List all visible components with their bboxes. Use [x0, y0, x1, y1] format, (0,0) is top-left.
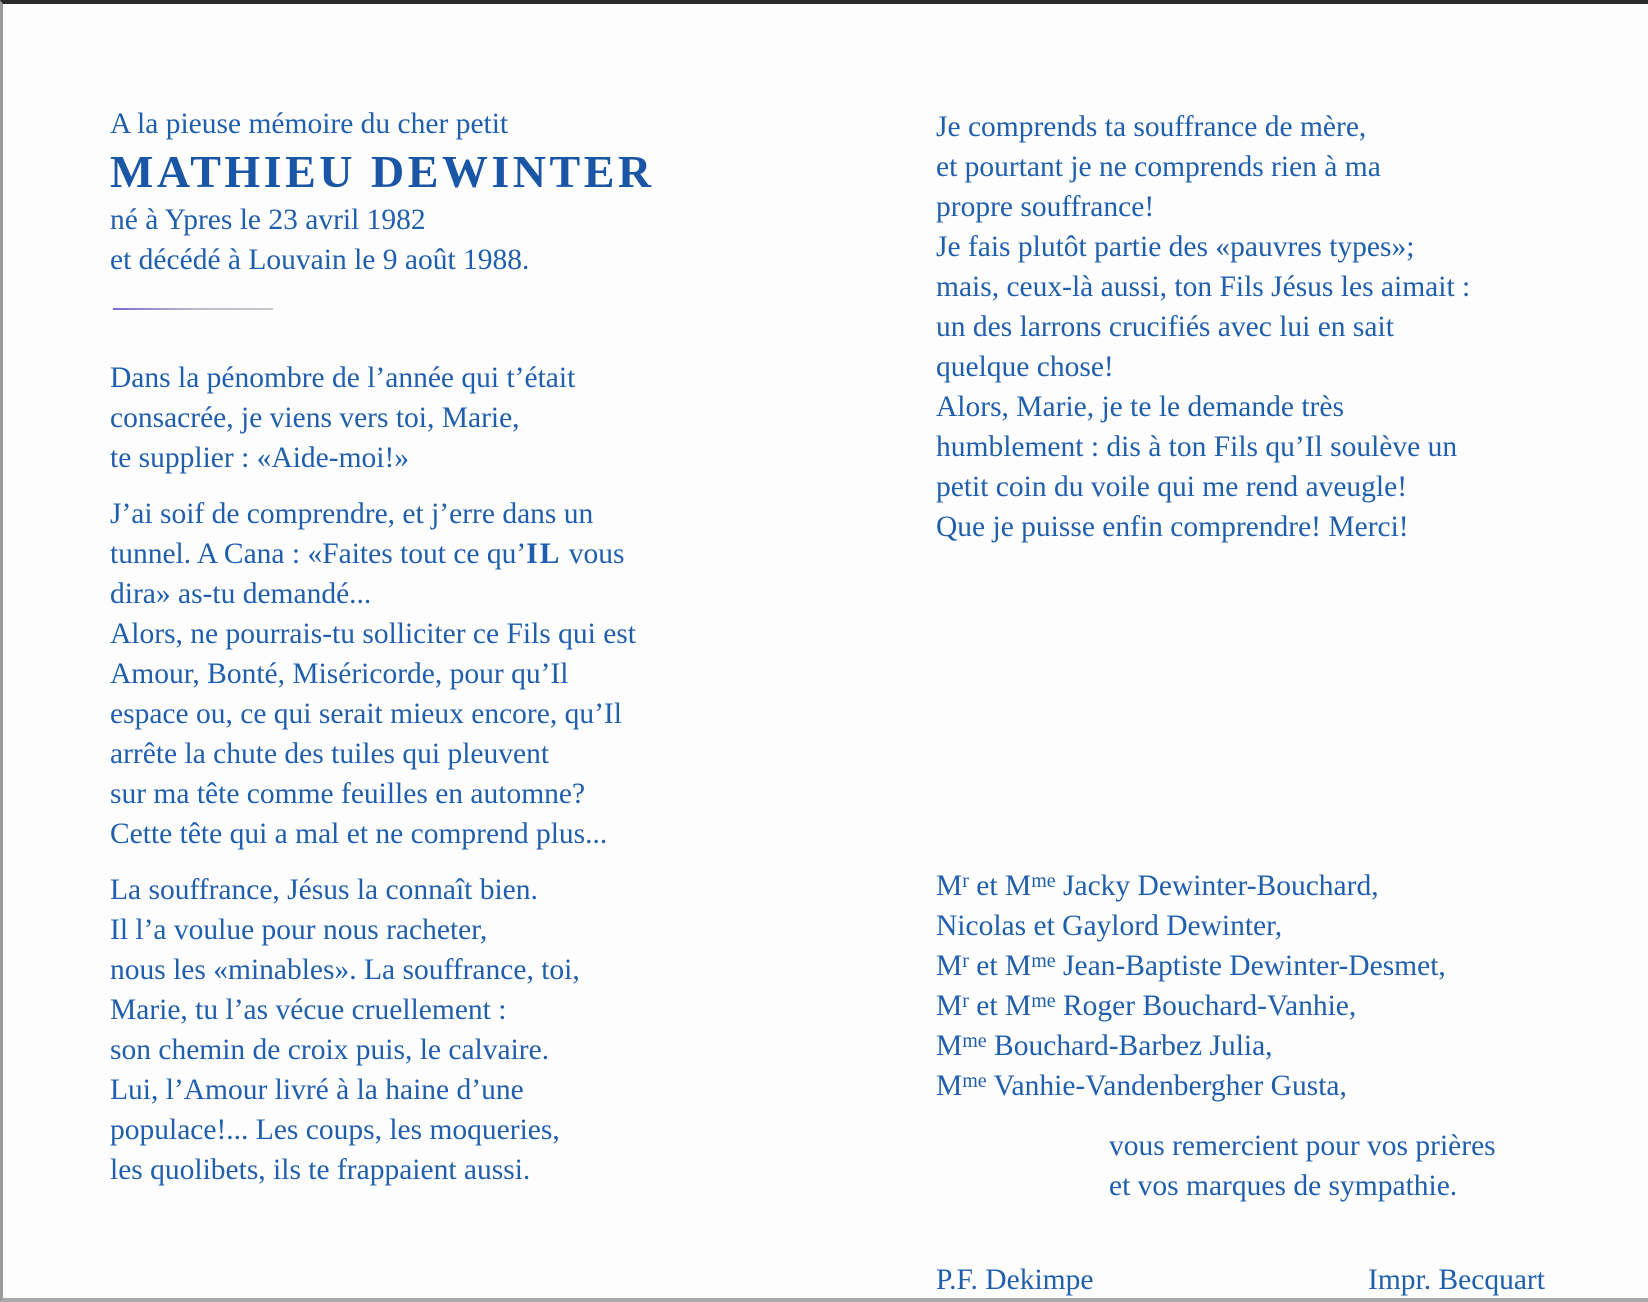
prayer-line: Il l’a voulue pour nous racheter, — [110, 914, 488, 946]
prayer-line: Marie, tu l’as vécue cruellement : — [110, 994, 507, 1026]
prayer-paragraph-2 — [110, 494, 810, 854]
title-et: et — [968, 990, 1005, 1022]
family-line — [936, 946, 1446, 986]
prayer-line: propre souffrance! — [936, 191, 1155, 223]
cana-before: tunnel. A Cana : «Faites tout ce qu’ — [110, 538, 527, 570]
prayer-line: les quolibets, ils te frappaient aussi. — [110, 1154, 531, 1186]
title-mme-sup: me — [1031, 990, 1056, 1012]
title-mme-sup: me — [962, 1030, 987, 1052]
title-mme-sup: me — [1031, 950, 1056, 972]
prayer-line: Dans la pénombre de l’année qui t’était — [110, 362, 576, 394]
family-line — [936, 1026, 1446, 1066]
family-line — [936, 1066, 1446, 1106]
family-name: Vanhie-Vandenbergher Gusta, — [993, 1070, 1347, 1102]
title-mr: M — [936, 990, 963, 1022]
prayer-line: sur ma tête comme feuilles en automne? — [110, 778, 586, 810]
family-line — [936, 986, 1446, 1026]
title-mr-sup: r — [962, 990, 969, 1012]
prayer-line: J’ai soif de comprendre, et j’erre dans un — [110, 498, 594, 530]
title-mme: M — [936, 1030, 963, 1062]
prayer-line: quelque chose! — [936, 351, 1114, 383]
thanks-line: vous remercient pour vos prières — [1109, 1130, 1496, 1162]
title-mr: M — [936, 870, 963, 902]
prayer-line: La souffrance, Jésus la connaît bien. — [110, 874, 538, 906]
prayer-line: Cette tête qui a mal et ne comprend plus... — [110, 818, 608, 850]
family-name: Bouchard-Barbez Julia, — [994, 1030, 1273, 1062]
prayer-line: un des larrons crucifiés avec lui en sait — [936, 311, 1394, 343]
prayer-line: arrête la chute des tuiles qui pleuvent — [110, 738, 550, 770]
death-line: et décédé à Louvain le 9 août 1988. — [110, 244, 530, 276]
family-name: Nicolas et Gaylord Dewinter, — [936, 910, 1283, 942]
title-mr: M — [936, 950, 963, 982]
divider-rule — [113, 308, 273, 310]
thanks-line: et vos marques de sympathie. — [1109, 1170, 1458, 1202]
title-et: et — [968, 870, 1005, 902]
title-et: et — [968, 950, 1005, 982]
printer-credit: Impr. Becquart — [1368, 1264, 1545, 1296]
left-column — [110, 104, 810, 1190]
title-mme: M — [936, 1070, 963, 1102]
family-name: Roger Bouchard-Vanhie, — [1063, 990, 1357, 1022]
funeral-director: P.F. Dekimpe — [936, 1264, 1094, 1296]
title-mr-sup: r — [962, 870, 969, 892]
title-mme-sup: me — [962, 1070, 987, 1092]
family-line — [936, 866, 1446, 906]
right-column — [936, 107, 1636, 547]
prayer-line-cana — [110, 534, 810, 574]
prayer-line: et pourtant je ne comprends rien à ma — [936, 151, 1381, 183]
prayer-line: espace ou, ce qui serait mieux encore, qu’Il — [110, 698, 622, 730]
family-name: Jacky Dewinter-Bouchard, — [1063, 870, 1379, 902]
title-mme: M — [1004, 870, 1032, 902]
cana-emphasis: IL — [526, 538, 562, 570]
intro-line: A la pieuse mémoire du cher petit — [110, 108, 509, 140]
prayer-line: Je comprends ta souffrance de mère, — [936, 111, 1367, 143]
family-line — [936, 906, 1446, 946]
prayer-paragraph-1 — [110, 358, 810, 478]
deceased-name: MATHIEU DEWINTER — [110, 146, 655, 197]
prayer-line: Lui, l’Amour livré à la haine d’une — [110, 1074, 524, 1106]
title-mme-sup: me — [1031, 870, 1056, 892]
prayer-line: Que je puisse enfin comprendre! Merci! — [936, 511, 1409, 543]
title-mme: M — [1004, 990, 1032, 1022]
prayer-line: humblement : dis à ton Fils qu’Il soulève un — [936, 431, 1458, 463]
prayer-line: Alors, ne pourrais-tu solliciter ce Fils qui est — [110, 618, 636, 650]
prayer-line: Je fais plutôt partie des «pauvres types»; — [936, 231, 1415, 263]
family-list — [936, 866, 1446, 1106]
birth-line: né à Ypres le 23 avril 1982 — [110, 204, 426, 236]
prayer-line: consacrée, je viens vers toi, Marie, — [110, 402, 520, 434]
prayer-paragraph-3 — [110, 870, 810, 1190]
prayer-line: te supplier : «Aide-moi!» — [110, 442, 410, 474]
prayer-line: son chemin de croix puis, le calvaire. — [110, 1034, 550, 1066]
prayer-line: mais, ceux-là aussi, ton Fils Jésus les aimait : — [936, 271, 1471, 303]
prayer-line: populace!... Les coups, les moqueries, — [110, 1114, 560, 1146]
prayer-line: petit coin du voile qui me rend aveugle! — [936, 471, 1408, 503]
title-mme: M — [1004, 950, 1032, 982]
cana-after: vous — [561, 538, 625, 570]
prayer-line: Amour, Bonté, Miséricorde, pour qu’Il — [110, 658, 569, 690]
family-name: Jean-Baptiste Dewinter-Desmet, — [1063, 950, 1446, 982]
title-mr-sup: r — [962, 950, 969, 972]
prayer-line: nous les «minables». La souffrance, toi, — [110, 954, 580, 986]
thanks-block — [1109, 1126, 1496, 1206]
prayer-line: Alors, Marie, je te le demande très — [936, 391, 1344, 423]
prayer-line: dira» as-tu demandé... — [110, 578, 372, 610]
